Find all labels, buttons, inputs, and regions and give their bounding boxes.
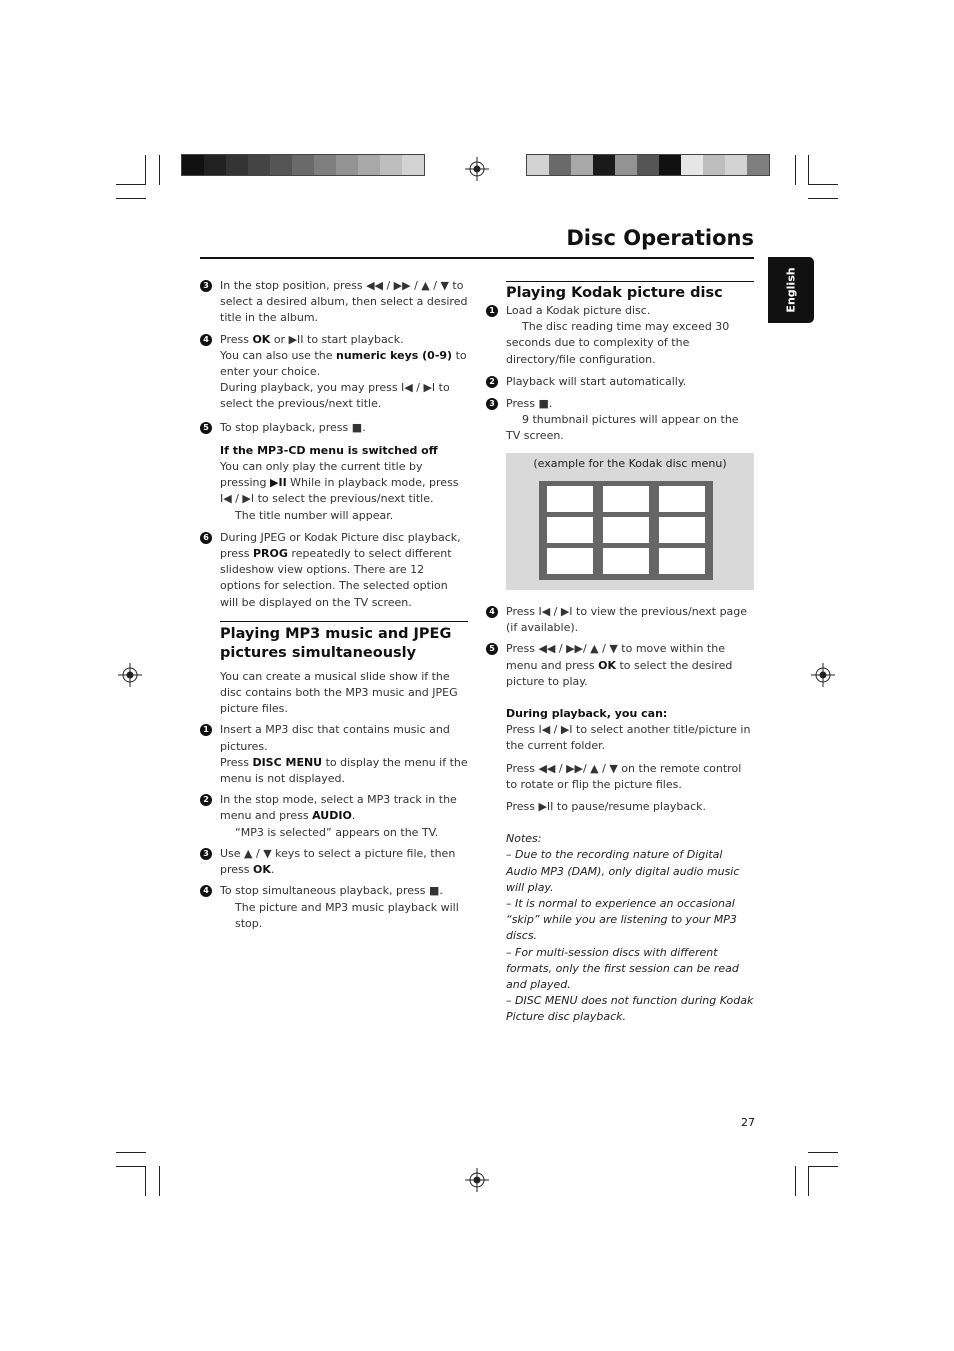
crop-mark (145, 1166, 146, 1196)
step-text: Press ◀◀ / ▶▶/ ▲ / ▼ to move within the menu and press OK to select the desired picture to play. (506, 642, 733, 688)
thumbnail (547, 548, 593, 574)
step-text: Load a Kodak picture disc. (506, 304, 651, 317)
step-number: 2 (200, 794, 212, 806)
thumbnail-grid (539, 481, 713, 580)
mp3-step-4 (200, 883, 468, 932)
mp3-step-3 (200, 846, 468, 878)
crop-mark (116, 184, 146, 185)
section-heading: Playing Kodak picture disc (506, 285, 723, 301)
title-rule (200, 257, 754, 259)
left-column (200, 278, 468, 937)
step-text: In the stop mode, select a MP3 track in the menu and press AUDIO. (220, 793, 457, 823)
body-text: Press ◀◀ / ▶▶/ ▲ / ▼ on the remote control to rotate or flip the picture files. (506, 761, 742, 791)
calibration-swatch (681, 155, 703, 175)
section-heading: Playing MP3 music and JPEG pictures simultaneously (220, 625, 452, 661)
step-text: Insert a MP3 disc that contains music and pictures. (220, 723, 450, 753)
calibration-swatch (593, 155, 615, 175)
registration-mark-icon (811, 663, 835, 687)
calibration-swatch (358, 155, 380, 175)
kodak-step-4 (486, 604, 754, 636)
step-number: 5 (486, 643, 498, 655)
step-text: To stop simultaneous playback, press ■. (220, 884, 443, 898)
step-5 (200, 420, 468, 436)
calibration-swatch (747, 155, 769, 175)
result-text: 9 thumbnail pictures will appear on the TV screen. (506, 413, 739, 443)
page-number: 27 (741, 1116, 755, 1129)
note: – It is normal to experience an occasional “skip” while you are listening to your MP3 discs. (506, 897, 737, 943)
mp3-menu-off-block (200, 443, 468, 524)
step-number: 2 (486, 376, 498, 388)
body-text: You can only play the current title by pressing ▶II While in playback mode, press I◀ / ▶I to select the previous/next title. (220, 460, 459, 506)
section-rule (220, 621, 468, 622)
body-text: Press I◀ / ▶I to select another title/picture in the current folder. (506, 723, 751, 753)
step-number: 3 (200, 848, 212, 860)
language-tab-label: English (784, 267, 798, 313)
calibration-swatch (380, 155, 402, 175)
registration-mark-icon (118, 663, 142, 687)
kodak-step-2 (486, 374, 754, 390)
calibration-swatch (549, 155, 571, 175)
mp3-step-2 (200, 792, 468, 841)
notes-block (486, 831, 754, 1025)
step-number: 1 (200, 724, 212, 736)
body-text: Press ▶II to pause/resume playback. (506, 800, 706, 814)
subheading: If the MP3-CD menu is switched off (220, 443, 438, 457)
color-calibration-bar-left (181, 154, 425, 176)
step-number: 1 (486, 305, 498, 317)
step-text: Press ■. (506, 397, 553, 411)
thumbnail (659, 517, 705, 543)
result-text: The title number will appear. (235, 508, 394, 522)
calibration-swatch (314, 155, 336, 175)
step-text: Use ▲ / ▼ keys to select a picture file, then press OK. (220, 846, 456, 877)
step-number: 4 (486, 606, 498, 618)
step-3 (200, 278, 468, 327)
calibration-swatch (336, 155, 358, 175)
kodak-step-5 (486, 641, 754, 690)
note: – For multi-session discs with different formats, only the first session can be read and played. (506, 945, 739, 992)
step-text: You can also use the numeric keys (0-9) to enter your choice. (220, 348, 467, 379)
step-4 (200, 332, 468, 413)
calibration-swatch (204, 155, 226, 175)
thumbnail (603, 517, 649, 543)
crop-mark (808, 155, 809, 185)
step-number: 6 (200, 532, 212, 544)
notes-label: Notes: (506, 832, 542, 846)
registration-mark-icon (465, 157, 489, 181)
thumbnail (659, 486, 705, 512)
kodak-step-3 (486, 396, 754, 445)
step-text: During playback, you may press I◀ / ▶I to select the previous/next title. (220, 381, 450, 411)
step-text: Press DISC MENU to display the menu if the menu is not displayed. (220, 755, 468, 786)
crop-mark (159, 1166, 160, 1196)
crop-mark (116, 198, 146, 199)
kodak-step-1 (486, 303, 754, 368)
kodak-menu-example (506, 453, 754, 590)
body-text: You can create a musical slide show if the disc contains both the MP3 music and JPEG picture files. (220, 669, 458, 716)
calibration-swatch (292, 155, 314, 175)
result-text: “MP3 is selected” appears on the TV. (235, 825, 439, 839)
example-caption: (example for the Kodak disc menu) (533, 457, 727, 470)
thumbnail (659, 548, 705, 574)
language-tab (768, 257, 814, 323)
calibration-swatch (703, 155, 725, 175)
thumbnail (603, 548, 649, 574)
step-number: 3 (200, 280, 212, 292)
crop-mark (795, 1166, 796, 1196)
step-text: In the stop position, press ◀◀ / ▶▶ / ▲ / ▼ to select a desired album, then select a desired title in the album. (220, 279, 468, 325)
calibration-swatch (637, 155, 659, 175)
crop-mark (795, 155, 796, 185)
calibration-swatch (182, 155, 204, 175)
section-rule (506, 281, 754, 282)
step-number: 4 (200, 885, 212, 897)
calibration-swatch (615, 155, 637, 175)
calibration-swatch (527, 155, 549, 175)
step-number: 3 (486, 398, 498, 410)
kodak-section (486, 281, 754, 303)
right-column-lower (486, 604, 754, 1026)
mp3-jpeg-section (200, 621, 468, 718)
result-text: The disc reading time may exceed 30 seconds due to complexity of the directory/file configuration. (506, 320, 730, 366)
crop-mark (808, 184, 838, 185)
calibration-swatch (270, 155, 292, 175)
crop-mark (808, 198, 838, 199)
calibration-swatch (659, 155, 681, 175)
calibration-swatch (402, 155, 424, 175)
calibration-swatch (725, 155, 747, 175)
thumbnail (547, 486, 593, 512)
step-number: 5 (200, 422, 212, 434)
crop-mark (159, 155, 160, 185)
right-column (486, 281, 754, 450)
crop-mark (116, 1166, 146, 1167)
thumbnail (547, 517, 593, 543)
mp3-step-1 (200, 722, 468, 787)
crop-mark (145, 155, 146, 185)
color-calibration-bar-right (526, 154, 770, 176)
step-text: During JPEG or Kodak Picture disc playback, press PROG repeatedly to select different slideshow view options. There are 12 options for selection. The selected option will be displayed on the TV screen. (220, 530, 461, 609)
calibration-swatch (226, 155, 248, 175)
page-title: Disc Operations (566, 226, 754, 250)
calibration-swatch (248, 155, 270, 175)
registration-mark-icon (465, 1168, 489, 1192)
thumbnail (603, 486, 649, 512)
step-text: To stop playback, press ■. (220, 420, 366, 434)
crop-mark (808, 1166, 838, 1167)
step-number: 4 (200, 334, 212, 346)
note: – DISC MENU does not function during Kodak Picture disc playback. (506, 994, 754, 1024)
crop-mark (116, 1152, 146, 1153)
crop-mark (808, 1152, 838, 1153)
subheading: During playback, you can: (506, 707, 668, 721)
step-text: Press I◀ / ▶I to view the previous/next page (if available). (506, 605, 748, 635)
step-text: Playback will start automatically. (506, 374, 687, 388)
crop-mark (808, 1166, 809, 1196)
during-playback-block (486, 706, 754, 815)
note: – Due to the recording nature of Digital Audio MP3 (DAM), only digital audio music will play. (506, 848, 740, 894)
result-text: The picture and MP3 music playback will stop. (235, 900, 459, 930)
step-6 (200, 530, 468, 611)
step-text: Press OK or ▶II to start playback. (220, 332, 404, 346)
calibration-swatch (571, 155, 593, 175)
